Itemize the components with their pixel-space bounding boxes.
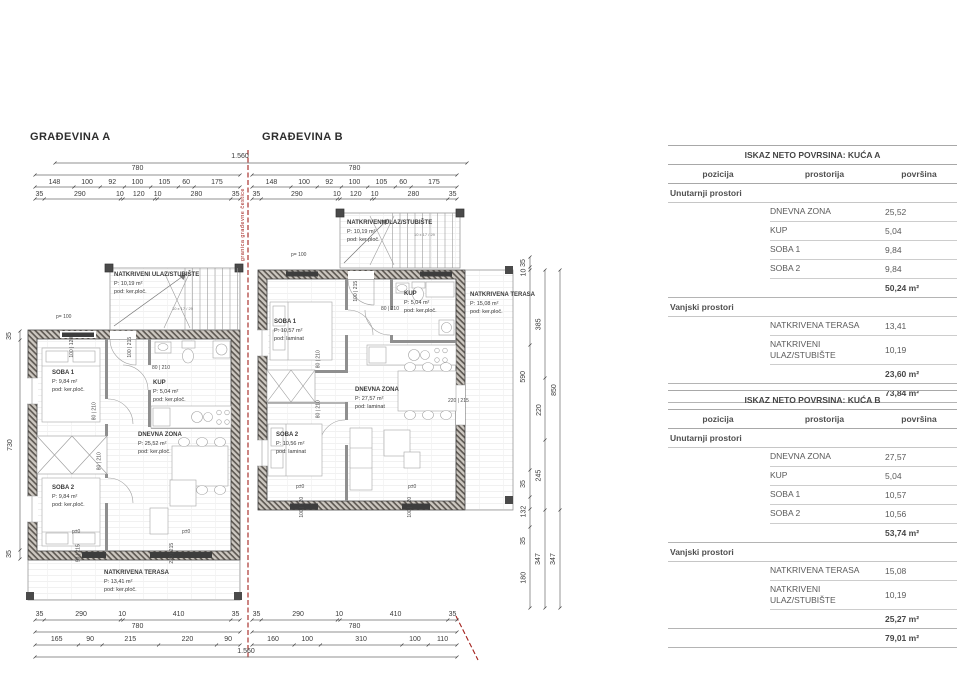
table-row xyxy=(668,336,957,365)
dim-row-b-bot1: 35 290 10 410 35 xyxy=(252,611,457,618)
cell-prostorija: NATKRIVENA TERASA xyxy=(770,565,860,576)
cell-povrsina: 10,19 xyxy=(885,590,907,601)
cell-pozicija xyxy=(668,365,770,383)
room-label-ulaz-a: NATKRIVENI ULAZ/STUBIŠTE P: 10,19 m² pod: ker.ploč. xyxy=(114,272,200,296)
cell-povrsina: 27,57 xyxy=(885,452,907,462)
window-dim-a1: 100 | 120 xyxy=(69,336,76,358)
table-row xyxy=(668,429,957,448)
cell-pozicija xyxy=(668,241,770,260)
cell-pozicija xyxy=(668,260,770,279)
building-a-title: GRAĐEVINA A xyxy=(30,131,111,143)
table-row xyxy=(668,298,957,317)
cell-prostorija: DNEVNA ZONA xyxy=(770,206,831,217)
room-label-soba2-a: SOBA 2 P: 9,84 m² pod: ker.ploč. xyxy=(52,485,85,509)
table-row xyxy=(668,610,957,629)
cell-pozicija xyxy=(668,505,770,524)
dim-col-right-1: 35 10 590 35 132 35 180 xyxy=(520,259,528,584)
cell-pozicija xyxy=(668,222,770,241)
cell-pozicija: Unutarnji prostori xyxy=(670,188,742,198)
table-row xyxy=(668,629,957,648)
cell-povrsina: 5,04 xyxy=(885,226,902,236)
room-label-dnevna-a: DNEVNA ZONA P: 25,52 m² pod: ker.ploč. xyxy=(138,432,182,456)
dim-row-b-top1: 148 100 92 100 105 60 175 xyxy=(265,179,440,186)
door-dim-a-soba1: 80 | 210 xyxy=(91,402,98,421)
cell-prostorija: NATKRIVENI ULAZ/STUBIŠTE xyxy=(770,584,836,606)
table-row xyxy=(668,543,957,562)
room-label-terasa-a: NATKRIVENA TERASA P: 13,41 m² pod: ker.ploč. xyxy=(104,570,170,594)
door-dim-b-soba1: 80 | 210 xyxy=(315,350,322,369)
col-header-prostorija: prostorija xyxy=(804,414,845,424)
table-row xyxy=(668,365,957,384)
dim-row-a-top1: 148 100 92 100 105 60 175 xyxy=(48,179,223,186)
cell-povrsina: 5,04 xyxy=(885,471,902,481)
room-label-terasa-b: NATKRIVENA TERASA P: 15,08 m² pod: ker.ploč. xyxy=(470,292,536,316)
cell-povrsina: 23,60 m² xyxy=(885,369,920,380)
door-dim-b-soba2: 80 | 210 xyxy=(315,400,322,419)
door-dim-a-kup: 80 | 210 xyxy=(152,365,170,371)
cell-pozicija: Vanjski prostori xyxy=(670,547,734,557)
cell-pozicija xyxy=(668,581,770,610)
door-dim-a-entry: 100 | 215 xyxy=(127,336,134,358)
dim-row-a-bot1: 35 290 10 410 35 xyxy=(35,611,240,618)
cell-pozicija: Unutarnji prostori xyxy=(670,433,742,443)
dim-a-780-top: 780 xyxy=(131,165,144,172)
cell-prostorija: NATKRIVENA TERASA xyxy=(770,320,860,331)
cell-povrsina: 10,56 xyxy=(885,509,907,519)
cell-prostorija: DNEVNA ZONA xyxy=(770,451,831,462)
cell-pozicija xyxy=(668,524,770,542)
dim-col-right-2: 385 220 245 347 xyxy=(535,318,543,565)
dim-col-right-3: 850 347 xyxy=(550,384,558,565)
table-row xyxy=(668,524,957,543)
cell-pozicija xyxy=(668,562,770,581)
table-row xyxy=(668,317,957,336)
cell-pozicija xyxy=(668,610,770,628)
cell-povrsina: 25,27 m² xyxy=(885,614,920,625)
dim-overall-bottom: 1.560 xyxy=(237,648,255,655)
cell-povrsina: 25,52 xyxy=(885,207,907,217)
room-label-soba1-b: SOBA 1 P: 10,57 m² pod: laminat xyxy=(274,319,304,343)
level-mark-entry-a: p= 100 xyxy=(56,314,72,320)
col-header-pozicija: pozicija xyxy=(702,169,734,179)
table-header-row-b xyxy=(668,410,957,429)
cell-pozicija xyxy=(668,467,770,486)
table-row xyxy=(668,486,957,505)
cell-prostorija: KUP xyxy=(770,470,788,481)
dim-col-left-a: 35 730 35 xyxy=(6,332,14,558)
room-label-soba2-b: SOBA 2 P: 10,56 m² pod: laminat xyxy=(276,432,306,456)
area-table-kuca-a xyxy=(668,145,957,403)
table-row xyxy=(668,203,957,222)
door-dim-b-terrace: 220 | 215 xyxy=(448,398,469,404)
cell-pozicija xyxy=(668,279,770,297)
building-b-title: GRAĐEVINA B xyxy=(262,131,343,143)
door-dim-a-soba2: 80 | 210 xyxy=(96,452,103,471)
window-dim-b1: 100 | 120 xyxy=(299,496,306,518)
cell-povrsina: 15,08 xyxy=(885,566,907,576)
dim-row-b-bot2: 160 100 310 100 110 xyxy=(267,636,449,643)
table-title-b: ISKAZ NETO POVRSINA: KUĆA B xyxy=(668,390,957,410)
col-header-povrsina: površina xyxy=(901,169,937,179)
table-row xyxy=(668,279,957,298)
table-body-b xyxy=(668,429,957,648)
area-table-kuca-b xyxy=(668,390,957,648)
room-label-dnevna-b: DNEVNA ZONA P: 27,57 m² pod: laminat xyxy=(355,387,399,411)
window-dim-b2: 100 | 120 xyxy=(407,496,414,518)
stairs-note-b: 10 x 17 / 29 xyxy=(414,232,435,237)
dim-overall-top: 1.560 xyxy=(231,153,249,160)
dim-row-a-bot2: 165 90 215 220 90 xyxy=(50,636,233,643)
plan-b-wardrobe xyxy=(267,370,315,402)
table-row xyxy=(668,505,957,524)
cell-pozicija xyxy=(668,629,770,647)
level-mark-floor-b2: p±0 xyxy=(408,484,417,490)
table-row xyxy=(668,222,957,241)
cell-pozicija xyxy=(668,448,770,467)
cell-pozicija xyxy=(668,317,770,336)
level-mark-floor-a1: p±0 xyxy=(72,529,81,535)
table-row xyxy=(668,467,957,486)
table-row xyxy=(668,241,957,260)
cell-povrsina: 13,41 xyxy=(885,321,907,331)
room-label-kup-a: KUP P: 5,04 m² pod: ker.ploč. xyxy=(153,380,186,404)
cell-povrsina: 9,84 xyxy=(885,245,902,255)
cell-povrsina: 73,84 m² xyxy=(885,388,920,399)
table-row xyxy=(668,448,957,467)
plot-boundary-label: granica građevne čestice xyxy=(240,188,246,262)
dim-b-780-top: 780 xyxy=(348,165,361,172)
cell-povrsina: 50,24 m² xyxy=(885,283,920,293)
table-row xyxy=(668,562,957,581)
cell-prostorija: SOBA 1 xyxy=(770,244,801,255)
level-mark-floor-b1: p±0 xyxy=(296,484,305,490)
table-row xyxy=(668,581,957,610)
cell-pozicija xyxy=(668,486,770,505)
door-dim-a-terrace2: 220 | 215 xyxy=(169,542,176,564)
cell-povrsina: 10,57 xyxy=(885,490,907,500)
col-header-prostorija: prostorija xyxy=(804,169,845,179)
cell-prostorija: KUP xyxy=(770,225,788,236)
table-header-row-a xyxy=(668,165,957,184)
dim-row-b-top2: 35 290 10 120 10 280 35 xyxy=(252,191,457,198)
stairs-note-a: 10 x 17 / 29 xyxy=(172,306,193,311)
cell-povrsina: 9,84 xyxy=(885,264,902,274)
cell-prostorija: NATKRIVENI ULAZ/STUBIŠTE xyxy=(770,339,836,361)
cell-povrsina: 79,01 m² xyxy=(885,633,920,644)
cell-povrsina: 53,74 m² xyxy=(885,528,920,538)
room-label-ulaz-b: NATKRIVENI ULAZ/STUBIŠTE P: 10,19 m² pod: ker.ploč. xyxy=(347,220,433,244)
dim-b-780-bottom: 780 xyxy=(348,623,361,630)
cell-pozicija xyxy=(668,336,770,365)
table-row xyxy=(668,260,957,279)
door-dim-a-terrace1: 90 | 215 xyxy=(75,544,82,563)
dim-a-780-bottom: 780 xyxy=(131,623,144,630)
cell-pozicija: Vanjski prostori xyxy=(670,302,734,312)
table-title-a: ISKAZ NETO POVRSINA: KUĆA A xyxy=(668,145,957,165)
room-label-soba1-a: SOBA 1 P: 9,84 m² pod: ker.ploč. xyxy=(52,370,85,394)
level-mark-floor-a2: p±0 xyxy=(182,529,191,535)
table-row xyxy=(668,184,957,203)
col-header-pozicija: pozicija xyxy=(702,414,734,424)
room-label-kup-b: KUP P: 5,04 m² pod: ker.ploč. xyxy=(404,291,437,315)
door-dim-b-kup: 80 | 210 xyxy=(381,306,399,312)
cell-pozicija xyxy=(668,203,770,222)
dim-row-a-top2: 35 290 10 120 10 280 35 xyxy=(35,191,240,198)
cell-prostorija: SOBA 2 xyxy=(770,263,801,274)
cell-prostorija: SOBA 2 xyxy=(770,508,801,519)
cell-prostorija: SOBA 1 xyxy=(770,489,801,500)
table-body-a xyxy=(668,184,957,403)
col-header-povrsina: površina xyxy=(901,414,937,424)
level-mark-entry-b: p= 100 xyxy=(291,252,307,258)
cell-povrsina: 10,19 xyxy=(885,345,907,356)
door-dim-b-entry: 100 | 215 xyxy=(353,280,360,302)
